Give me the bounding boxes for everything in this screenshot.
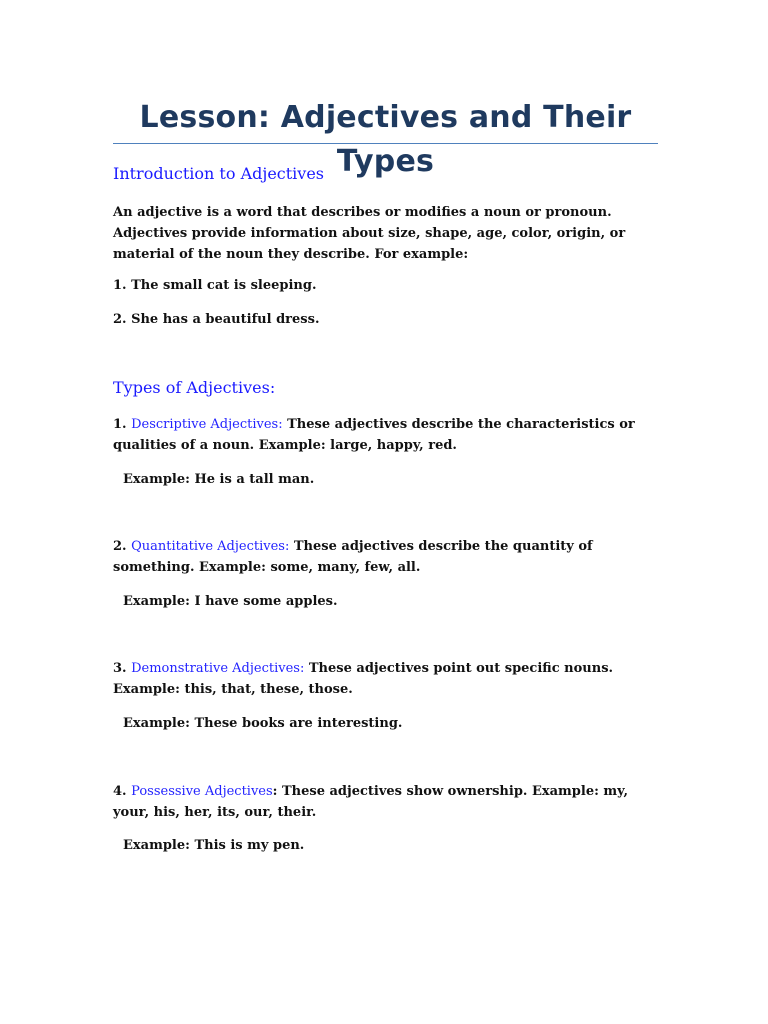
type-description: These adjectives describe the characteristics or qualities of a noun. Example: large, happy, red.	[113, 417, 635, 453]
type-item-demonstrative	[113, 658, 653, 700]
type-name: Quantitative Adjectives:	[131, 539, 290, 554]
type-number: 1.	[113, 417, 132, 432]
type-number: 2.	[113, 539, 132, 554]
intro-example-1: 1. The small cat is sleeping.	[113, 278, 317, 293]
type-example-demonstrative: Example: These books are interesting.	[123, 716, 403, 731]
type-name: Descriptive Adjectives:	[131, 417, 283, 432]
intro-paragraph: An adjective is a word that describes or modifies a noun or pronoun. Adjectives provide information about size, shape, age, color, origin, or material of the noun they describe. For example:	[113, 205, 626, 262]
type-item-descriptive	[113, 414, 653, 456]
type-example-quantitative: Example: I have some apples.	[123, 594, 338, 609]
type-name: Possessive Adjectives	[131, 784, 273, 799]
title-underline	[113, 143, 658, 144]
page-title: Lesson: Adjectives and Their Types	[139, 100, 632, 179]
type-example-possessive: Example: This is my pen.	[123, 838, 305, 853]
type-item-quantitative	[113, 536, 653, 578]
type-number: 3.	[113, 661, 132, 676]
type-example-descriptive: Example: He is a tall man.	[123, 472, 315, 487]
type-description: : These adjectives show ownership. Example: my, your, his, her, its, our, their.	[113, 784, 629, 820]
types-heading: Types of Adjectives:	[113, 378, 276, 397]
type-name: Demonstrative Adjectives:	[131, 661, 305, 676]
intro-heading: Introduction to Adjectives	[113, 164, 325, 183]
type-item-possessive	[113, 781, 653, 823]
intro-example-2: 2. She has a beautiful dress.	[113, 312, 320, 327]
type-number: 4.	[113, 784, 132, 799]
type-description: These adjectives describe the quantity of something. Example: some, many, few, all.	[113, 539, 593, 575]
type-description: These adjectives point out specific nouns. Example: this, that, these, those.	[113, 661, 614, 697]
